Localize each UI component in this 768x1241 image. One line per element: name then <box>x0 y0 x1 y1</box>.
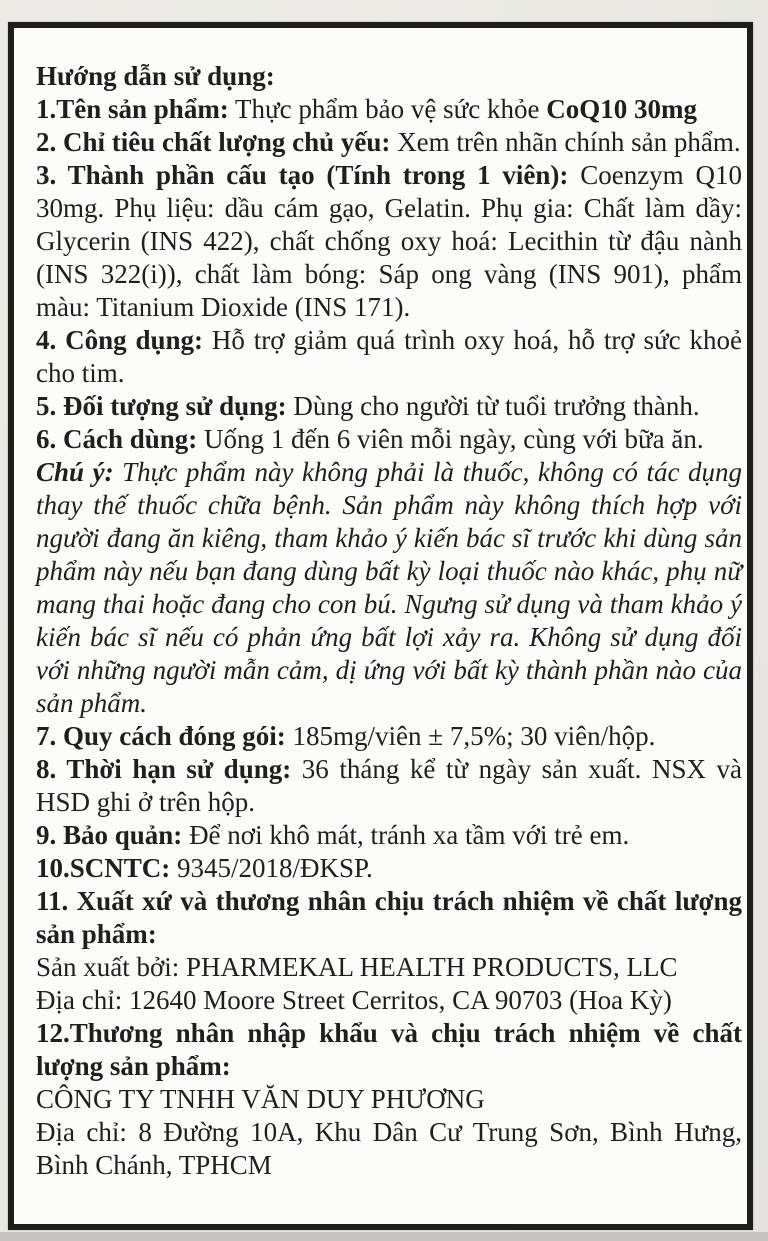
label-border-frame <box>8 22 753 1230</box>
item-9-bao-quan <box>36 819 742 852</box>
text-segment: 1.Tên sản phẩm: <box>36 94 229 124</box>
item-3-thanh-phan-cau-tao <box>36 159 742 324</box>
text-segment: 11. Xuất xứ và thương nhân chịu trách nhiệm về chất lượng sản phẩm: <box>36 886 742 949</box>
text-segment: CÔNG TY TNHH VĂN DUY PHƯƠNG <box>36 1084 485 1114</box>
text-segment: 7. Quy cách đóng gói: <box>36 721 286 751</box>
text-segment: 4. Công dụng: <box>36 325 204 355</box>
chu-y-note <box>36 456 742 720</box>
scan-edge-shadow <box>0 1232 768 1241</box>
text-segment: 36 tháng kể từ ngày sản xuất. NSX và HSD ghi ở trên hộp. <box>36 754 743 817</box>
label-title: Hướng dẫn sử dụng: <box>36 61 275 91</box>
text-segment: CoQ10 30mg <box>546 94 697 124</box>
item-12-thuong-nhan-nhap-khau <box>36 1017 742 1083</box>
importer-address <box>36 1116 742 1182</box>
manufacturer-address <box>36 984 742 1017</box>
text-segment: Để nơi khô mát, tránh xa tầm với trẻ em. <box>182 820 630 850</box>
text-segment: Thực phẩm bảo vệ sức khỏe <box>228 94 547 124</box>
text-segment: 9. Bảo quản: <box>36 820 183 850</box>
text-segment: Địa chỉ: 12640 Moore Street Cerritos, CA 90703 (Hoa Kỳ) <box>36 985 672 1015</box>
text-segment: Dùng cho người từ tuổi trưởng thành. <box>286 391 700 421</box>
manufacturer-line <box>36 951 742 984</box>
text-segment: 10.SCNTC: <box>36 853 171 883</box>
text-segment: Địa chỉ: 8 Đường 10A, Khu Dân Cư Trung Sơn, Bình Hưng, Bình Chánh, TPHCM <box>36 1117 742 1180</box>
text-segment: Xem trên nhãn chính sản phẩm. <box>390 127 741 157</box>
text-segment: Uống 1 đến 6 viên mỗi ngày, cùng với bữa ăn. <box>197 424 704 454</box>
text-segment: Thực phẩm này không phải là thuốc, không có tác dụng thay thế thuốc chữa bệnh. Sản phẩm này không thích hợp với người đang ăn kiêng, tham khảo ý kiến bác sĩ trước khi dùng sản phẩm này nếu bạn đang dùng bất kỳ loại thuốc nào khác, phụ nữ mang thai hoặc đang cho con bú. Ngưng sử dụng và tham khảo ý kiến bác sĩ nếu có phản ứng bất lợi xảy ra. Không sử dụng đối với những người mẫn cảm, dị ứng với bất kỳ thành phần nào của sản phẩm. <box>36 457 742 718</box>
text-segment: Chú ý: <box>36 457 114 487</box>
text-segment: 5. Đối tượng sử dụng: <box>36 391 287 421</box>
item-6-cach-dung <box>36 423 742 456</box>
item-10-scntc <box>36 852 742 885</box>
text-segment: 8. Thời hạn sử dụng: <box>36 754 292 784</box>
label-content <box>14 34 747 1182</box>
text-segment: 3. Thành phần cấu tạo (Tính trong 1 viên): <box>36 160 569 190</box>
item-11-xuat-xu <box>36 885 742 951</box>
text-segment: Coenzym Q10 30mg. Phụ liệu: dầu cám gạo, Gelatin. Phụ gia: Chất làm dầy: Glycerin (INS 422), chất chống oxy hoá: Lecithin từ đậu nành (INS 322(i)), chất làm bóng: Sáp ong vàng (INS 901), phẩm màu: Titanium Dioxide (INS 171). <box>36 160 742 322</box>
item-2-chi-tieu-chat-luong <box>36 126 742 159</box>
item-7-quy-cach-dong-goi <box>36 720 742 753</box>
text-segment: 2. Chỉ tiêu chất lượng chủ yếu: <box>36 127 391 157</box>
item-4-cong-dung <box>36 324 742 390</box>
text-segment: 12.Thương nhân nhập khẩu và chịu trách nhiệm về chất lượng sản phẩm: <box>36 1018 742 1081</box>
text-segment: 6. Cách dùng: <box>36 424 198 454</box>
text-segment: Hỗ trợ giảm quá trình oxy hoá, hỗ trợ sức khoẻ cho tim. <box>36 325 742 388</box>
item-8-thoi-han-su-dung <box>36 753 742 819</box>
item-5-doi-tuong-su-dung <box>36 390 742 423</box>
item-1-ten-san-pham <box>36 93 742 126</box>
text-segment: 185mg/viên ± 7,5%; 30 viên/hộp. <box>285 721 656 751</box>
importer-name <box>36 1083 742 1116</box>
text-segment: Sản xuất bởi: PHARMEKAL HEALTH PRODUCTS, LLC <box>36 952 678 982</box>
text-segment: 9345/2018/ĐKSP. <box>170 853 373 883</box>
